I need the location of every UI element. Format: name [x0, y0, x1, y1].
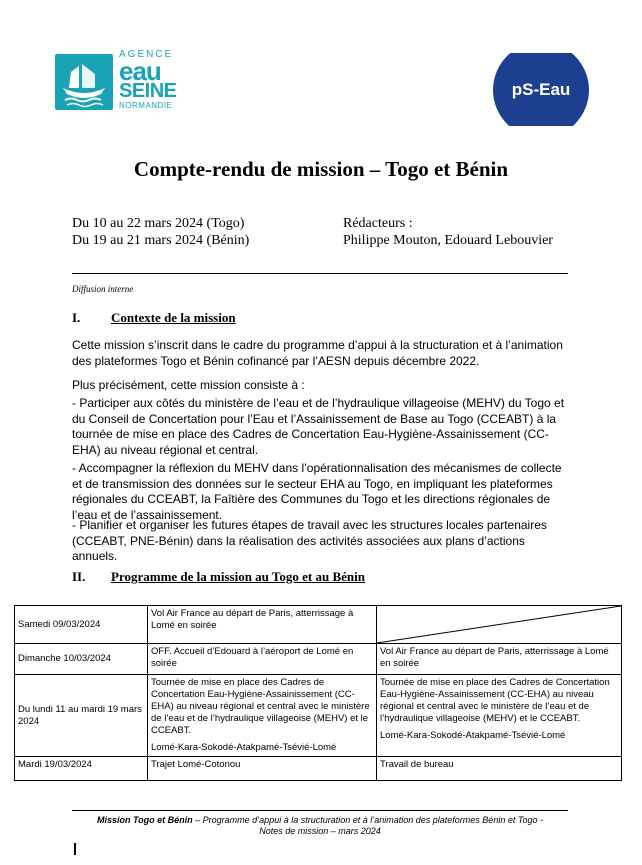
context-intro: Plus précisément, cette mission consiste à :: [72, 378, 305, 392]
context-paragraph: Cette mission s’inscrit dans le cadre du programme d’appui à la structuration et à l’animation des plateformes Togo et Bénin cofinancé par l’AESN depuis décembre 2022.: [72, 338, 563, 368]
section-2-heading: [72, 569, 365, 585]
aesn-agence: AGENCE: [119, 49, 174, 60]
section-1-number: I.: [72, 310, 81, 325]
schedule-cell: Vol Air France au départ de Paris, atterrissage à Lomé en soirée: [377, 644, 622, 675]
aesn-normandie: NORMANDIE: [119, 101, 173, 110]
page-footer: [72, 815, 568, 837]
objective-item: - Planifier et organiser les futures étapes de travail avec les structures locales partenaires (CCEABT, PNE-Bénin) dans la réalisation des activités associées aux plans d’actions annuels.: [72, 518, 547, 564]
document-title: Compte-rendu de mission – Togo et Bénin: [133, 157, 509, 181]
schedule-cell: Trajet Lomé-Cotonou: [148, 757, 377, 781]
objective-item: - Participer aux côtés du ministère de l’eau et de l’hydraulique villageoise (MEHV) du Togo et du Conseil de Concertation pour l’Eau et l’Assainissement de Base au Togo (CCEABT) à la tournée de mise en place des Cadres de Concertation Eau-Hygiène-Assainissement (CC-EHA) au niveau régional et central.: [72, 396, 565, 457]
section-2-title: Programme de la mission au Togo et au Bénin: [111, 569, 366, 584]
schedule-date: Dimanche 10/03/2024: [15, 644, 148, 675]
schedule-cell: [377, 675, 622, 757]
boat-icon: [55, 54, 113, 110]
schedule-cell-text: Tournée de mise en place des Cadres de Concertation Eau-Hygiène-Assainissement (CC-EHA) au niveau régional et central avec le ministère de l’eau et de l’hydraulique villageoise (MEHV) et le CCEABT.: [380, 677, 610, 724]
diffusion-note: Diffusion interne: [72, 284, 134, 294]
footer-mission: Mission Togo et Bénin: [96, 815, 193, 825]
schedule-table: [14, 605, 622, 781]
mission-dates: [72, 215, 249, 249]
section-2-number: II.: [72, 569, 86, 584]
footer-line-2: Notes de mission – mars 2024: [259, 826, 381, 836]
table-row: [15, 644, 622, 675]
schedule-date: Mardi 19/03/2024: [15, 757, 148, 781]
table-row: [15, 675, 622, 757]
footer-divider: [72, 810, 568, 811]
table-row: [15, 757, 622, 781]
empty-cell: [377, 606, 622, 644]
schedule-cell: OFF. Accueil d’Edouard à l’aéroport de Lomé en soirée: [148, 644, 377, 675]
dates-togo: Du 10 au 22 mars 2024 (Togo): [72, 216, 245, 231]
table-row: [15, 606, 622, 644]
schedule-cell: Travail de bureau: [377, 757, 622, 781]
section-1-heading: [72, 310, 236, 326]
aesn-logo: [55, 48, 180, 114]
schedule-route: Lomé-Kara-Sokodé-Atakpamé-Tsévié-Lomé: [380, 730, 566, 741]
section-1-title: Contexte de la mission: [111, 310, 236, 325]
schedule-cell: [148, 675, 377, 757]
authors-names: Philippe Mouton, Edouard Lebouvier: [343, 233, 553, 248]
diagonal-strike: [377, 606, 621, 643]
objective-item: - Accompagner la réflexion du MEHV dans l’opérationnalisation des mécanismes de collecte et de transmission des données sur le secteur EHA au Togo, en impliquant les plateformes régionales du CCEABT, la Faîtière des Communes du Togo et les directions régionales de l’eau et de l’assainissement.: [72, 461, 562, 522]
schedule-cell-text: Tournée de mise en place des Cadres de Concertation Eau-Hygiène-Assainissement (CC-EHA) au niveau régional et central avec le ministère de l’eau et de l’hydraulique villageoise (MEHV) et le CCEABT.: [151, 677, 370, 736]
authors: [343, 215, 553, 249]
dates-benin: Du 19 au 21 mars 2024 (Bénin): [72, 233, 250, 248]
text-cursor: [74, 843, 76, 855]
footer-line-1: [72, 815, 568, 826]
aesn-seine: SEINE: [119, 80, 177, 102]
footer-program: – Programme d’appui à la structuration et à l’animation des plateformes Bénin et Togo -: [192, 815, 544, 825]
schedule-date: Du lundi 11 au mardi 19 mars 2024: [15, 675, 148, 757]
schedule-cell: Vol Air France au départ de Paris, atterrissage à Lomé en soirée: [148, 606, 377, 644]
pseau-logo: [493, 53, 589, 126]
schedule-route: Lomé-Kara-Sokodé-Atakpamé-Tsévié-Lomé: [151, 742, 337, 753]
divider: [72, 273, 568, 274]
authors-label: Rédacteurs :: [343, 216, 413, 231]
schedule-date: Samedi 09/03/2024: [15, 606, 148, 644]
pseau-logo-text: pS-Eau: [511, 80, 571, 99]
aesn-eau: eau: [119, 56, 161, 86]
